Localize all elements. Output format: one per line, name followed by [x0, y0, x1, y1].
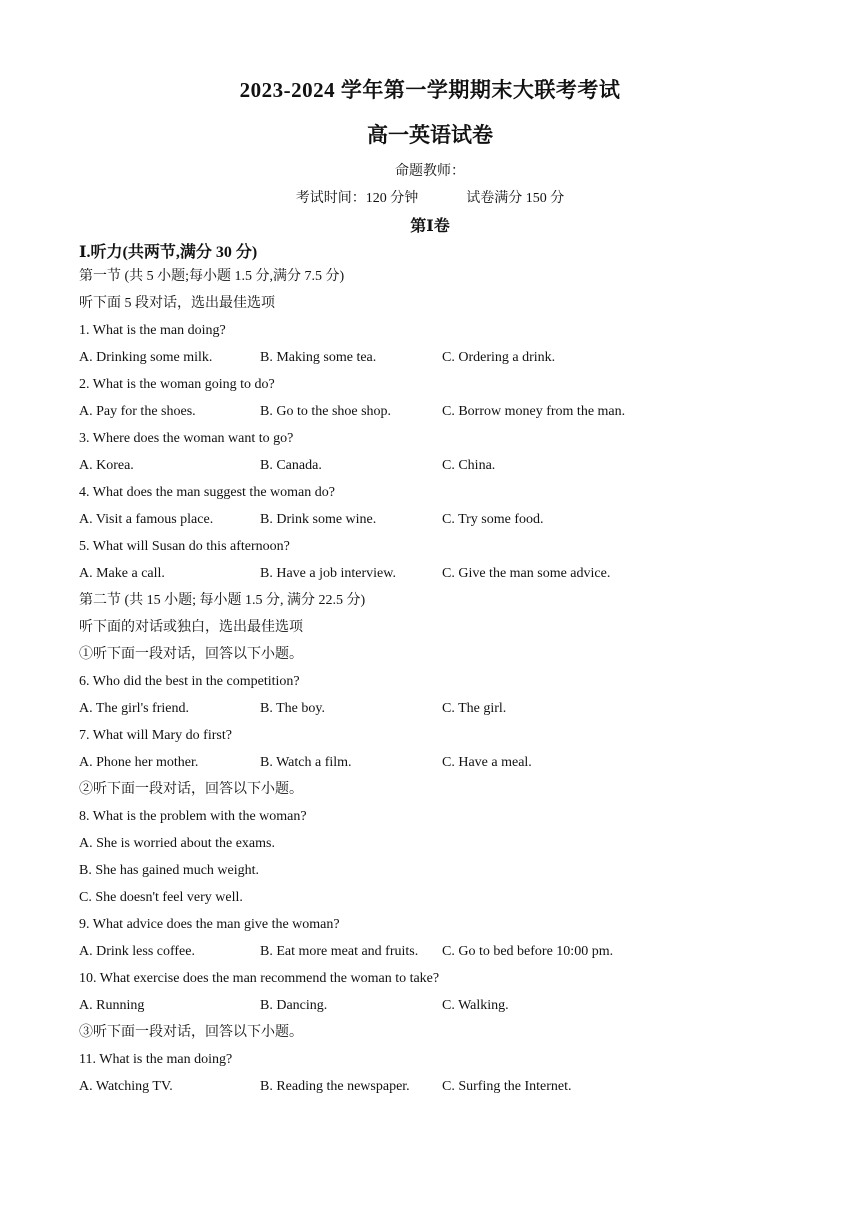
- teacher-label: 命题教师：: [395, 164, 465, 179]
- section-instruction: 听下面的对话或独白，选出最佳选项: [79, 620, 303, 635]
- question-list: [79, 263, 799, 1100]
- exam-title: 2023-2024 学年第一学期期末大联考考试: [239, 78, 621, 102]
- option-c: C. Try some food.: [442, 512, 544, 527]
- part-heading: Ⅰ.听力(共两节,满分 30 分): [79, 244, 258, 261]
- option-c: C. The girl.: [442, 701, 507, 716]
- question-options: [79, 1073, 799, 1100]
- option-a: A. Drink less coffee.: [79, 944, 195, 959]
- question-options: [79, 695, 799, 722]
- question-options: [79, 749, 799, 776]
- option-b: B. Drink some wine.: [260, 512, 377, 527]
- option-c: C. She doesn't feel very well.: [79, 890, 243, 905]
- option-b: B. Dancing.: [260, 998, 328, 1013]
- group-instruction: ①听下面一段对话，回答以下小题。: [79, 647, 303, 662]
- question-stem: 10. What exercise does the man recommend the woman to take?: [79, 971, 440, 986]
- option-a: A. She is worried about the exams.: [79, 836, 275, 851]
- question-stem: 5. What will Susan do this afternoon?: [79, 539, 290, 554]
- option-c: C. Give the man some advice.: [442, 566, 611, 581]
- question-options: [79, 560, 799, 587]
- full-score: 试卷满分 150 分: [466, 191, 565, 206]
- option-b: B. She has gained much weight.: [79, 863, 260, 878]
- question-stem: 1. What is the man doing?: [79, 323, 226, 338]
- option-c: C. Walking.: [442, 998, 509, 1013]
- question-stem: 3. Where does the woman want to go?: [79, 431, 294, 446]
- volume-heading: 第Ⅰ卷: [410, 218, 450, 235]
- question-options: [79, 938, 799, 965]
- question-stem: 9. What advice does the man give the woman?: [79, 917, 340, 932]
- option-a: A. Korea.: [79, 458, 134, 473]
- time-score-line: [0, 187, 860, 207]
- question-stem: 2. What is the woman going to do?: [79, 377, 275, 392]
- section-title: 第一节 (共 5 小题;每小题 1.5 分,满分 7.5 分): [79, 269, 345, 284]
- question-options: [79, 398, 799, 425]
- option-a: A. Running: [79, 998, 145, 1013]
- option-a: A. Visit a famous place.: [79, 512, 214, 527]
- group-instruction: ③听下面一段对话，回答以下小题。: [79, 1025, 303, 1040]
- question-stem: 8. What is the problem with the woman?: [79, 809, 307, 824]
- option-c: C. Surfing the Internet.: [442, 1079, 572, 1094]
- teacher-line: [0, 160, 860, 180]
- question-options: [79, 992, 799, 1019]
- question-stem: 6. Who did the best in the competition?: [79, 674, 300, 689]
- option-a: A. Phone her mother.: [79, 755, 199, 770]
- option-b: B. Making some tea.: [260, 350, 377, 365]
- option-c: C. China.: [442, 458, 496, 473]
- option-a: A. Pay for the shoes.: [79, 404, 196, 419]
- option-a: A. Drinking some milk.: [79, 350, 213, 365]
- question-options: [79, 452, 799, 479]
- option-b: B. Eat more meat and fruits.: [260, 944, 419, 959]
- option-b: B. Reading the newspaper.: [260, 1079, 410, 1094]
- option-b: B. The boy.: [260, 701, 325, 716]
- exam-subtitle: 高一英语试卷: [367, 123, 493, 147]
- section-title: 第二节 (共 15 小题; 每小题 1.5 分, 满分 22.5 分): [79, 593, 366, 608]
- option-c: C. Borrow money from the man.: [442, 404, 626, 419]
- option-c: C. Have a meal.: [442, 755, 532, 770]
- option-a: A. Watching TV.: [79, 1079, 173, 1094]
- option-a: A. Make a call.: [79, 566, 165, 581]
- option-b: B. Go to the shoe shop.: [260, 404, 392, 419]
- option-b: B. Watch a film.: [260, 755, 352, 770]
- question-stem: 4. What does the man suggest the woman do?: [79, 485, 335, 500]
- question-stem: 7. What will Mary do first?: [79, 728, 232, 743]
- option-c: C. Ordering a drink.: [442, 350, 556, 365]
- option-b: B. Canada.: [260, 458, 322, 473]
- question-options: [79, 506, 799, 533]
- exam-time: 考试时间：120 分钟: [295, 191, 419, 206]
- option-c: C. Go to bed before 10:00 pm.: [442, 944, 614, 959]
- question-options: [79, 344, 799, 371]
- option-a: A. The girl's friend.: [79, 701, 189, 716]
- option-b: B. Have a job interview.: [260, 566, 396, 581]
- section-instruction: 听下面 5 段对话，选出最佳选项: [79, 296, 275, 311]
- question-stem: 11. What is the man doing?: [79, 1052, 233, 1067]
- group-instruction: ②听下面一段对话，回答以下小题。: [79, 782, 303, 797]
